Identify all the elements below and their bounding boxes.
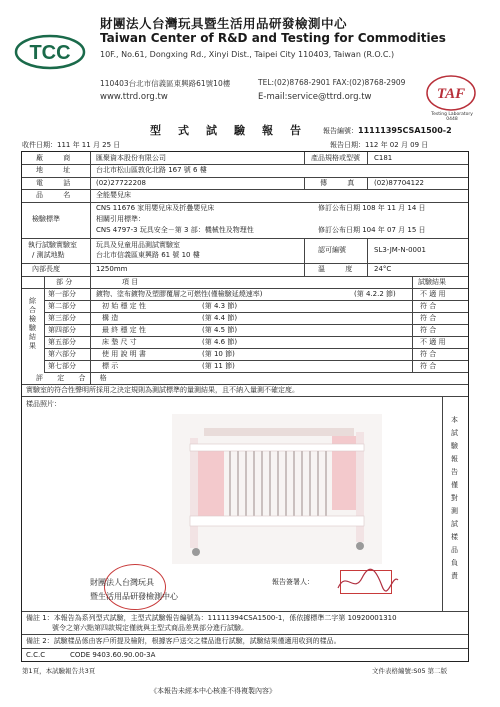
standard-2-date: 修訂公布日期 104 年 07 月 15 日 bbox=[318, 226, 426, 234]
standard-related: 相關引用標準： bbox=[96, 215, 145, 223]
row-part: 第五部分 bbox=[48, 338, 76, 346]
logo-text: TCC bbox=[29, 42, 71, 64]
row-ref: (第 11 節) bbox=[202, 362, 235, 370]
report-title: 型式試驗報告 bbox=[150, 124, 318, 137]
row-item: 初 始 穩 定 性 bbox=[102, 302, 146, 310]
inner-length-value: 1250mm bbox=[96, 265, 128, 273]
taf-caption: Testing Laboratory 0448 bbox=[431, 112, 473, 122]
row-result: 符 合 bbox=[420, 350, 437, 358]
signature-org-2: 暨生活用品研發檢測中心 bbox=[90, 592, 178, 601]
row-part: 第四部分 bbox=[48, 326, 76, 334]
row-ref: (第 4.6 節) bbox=[202, 338, 238, 346]
crib-photo bbox=[172, 414, 382, 564]
company-seal-stamp bbox=[104, 564, 166, 610]
issue-date: 報告日期：112 年 02 月 09 日 bbox=[330, 141, 429, 149]
ccc-label: C.C.C bbox=[26, 651, 46, 659]
row-item: 床 墊 尺 寸 bbox=[102, 338, 137, 346]
row-part: 第七部分 bbox=[48, 362, 76, 370]
standard-label: 檢驗標準 bbox=[32, 215, 60, 223]
email: E-mail:service@ttrd.org.tw bbox=[258, 92, 372, 102]
row-result: 不 適 用 bbox=[420, 338, 446, 346]
website: www.ttrd.org.tw bbox=[100, 92, 168, 102]
taf-accreditation-logo bbox=[425, 74, 477, 112]
address-value: 台北市松山區敦化北路 167 號 6 樓 bbox=[96, 166, 207, 174]
signer-label: 報告簽署人： bbox=[272, 578, 314, 586]
row-part: 第三部分 bbox=[48, 314, 76, 322]
address-en: 10F., No.61, Dongxing Rd., Xinyi Dist., Taipei City 110403, Taiwan (R.O.C.) bbox=[100, 50, 395, 59]
handwritten-signature bbox=[332, 564, 402, 598]
judgement: 評 定 合 格 bbox=[36, 374, 113, 382]
standard-1-date: 修訂公布日期 108 年 11 月 14 日 bbox=[318, 204, 426, 212]
row-ref: (第 4.4 節) bbox=[202, 314, 238, 322]
fax-label: 傳 真 bbox=[320, 179, 364, 187]
photo-label: 樣品照片： bbox=[26, 400, 61, 408]
lab-label-2: / 測試地點 bbox=[32, 251, 65, 259]
address-zh: 110403台北市信義區東興路61號10樓 bbox=[100, 79, 231, 88]
product-value: 全能嬰兒床 bbox=[96, 191, 131, 199]
row-result: 不 適 用 bbox=[420, 290, 446, 298]
form-number: 文件表格編號:S05 第二版 bbox=[372, 667, 448, 675]
lab-name: 玩具及兒童用品測試實驗室 bbox=[96, 241, 180, 249]
row-item: 使 用 說 明 書 bbox=[102, 350, 146, 358]
copy-notice: 《本報告未經本中心核准不得複製內容》 bbox=[150, 687, 276, 695]
col-result: 試驗結果 bbox=[418, 278, 446, 286]
row-ref: (第 4.2.2 節) bbox=[354, 290, 396, 298]
row-item: 構 造 bbox=[102, 314, 119, 322]
row-item: 鍍物、塗布鍍物及塑膠覆層之可燃性(僅檢驗延燒速率) bbox=[96, 290, 263, 298]
lab-address: 台北市信義區東興路 61 號 10 樓 bbox=[96, 251, 200, 259]
col-section: 部 分 bbox=[56, 278, 73, 286]
manufacturer-value: 匯聚資本股份有限公司 bbox=[96, 154, 166, 162]
phone-value: (02)27722208 bbox=[96, 179, 146, 187]
fax-value: (02)87704122 bbox=[374, 179, 424, 187]
page-indicator: 第1頁，本試驗報告共3頁 bbox=[22, 667, 96, 675]
temp-label: 溫 度 bbox=[318, 265, 362, 273]
col-item: 項 目 bbox=[122, 278, 139, 286]
temp-value: 24°C bbox=[374, 265, 392, 273]
results-side-label: 綜合檢驗結果 bbox=[29, 297, 36, 350]
standard-1: CNS 11676 家用嬰兒床及折疊嬰兒床 bbox=[96, 204, 215, 212]
row-part: 第六部分 bbox=[48, 350, 76, 358]
remark-2: 備註 2：試驗樣品係由客戶所提及檢附，根據客戶送交之樣品進行試驗，試驗結果僅適用收到的樣品。 bbox=[26, 637, 341, 645]
row-ref: (第 4.5 節) bbox=[202, 326, 238, 334]
report-number: 報告編號：11111395CSA1500-2 bbox=[323, 126, 452, 135]
row-result: 符 合 bbox=[420, 326, 437, 334]
accred-label: 認可編號 bbox=[318, 246, 346, 254]
row-part: 第一部分 bbox=[48, 290, 76, 298]
tel-fax: TEL:(02)8768-2901 FAX:(02)8768-2909 bbox=[258, 78, 406, 87]
model-label: 產品規格或型號 bbox=[311, 154, 360, 162]
row-result: 符 合 bbox=[420, 302, 437, 310]
photo-side-note: 本試驗報告僅對測試樣品負責 bbox=[451, 416, 458, 580]
lab-label-1: 執行試驗實驗室 bbox=[28, 241, 77, 249]
standard-2: CNS 4797-3 玩具安全－第 3 部：機械性及物理性 bbox=[96, 226, 254, 234]
row-part: 第二部分 bbox=[48, 302, 76, 310]
row-result: 符 合 bbox=[420, 314, 437, 322]
svg-text:TAF: TAF bbox=[436, 86, 466, 102]
phone-label: 電 話 bbox=[36, 179, 80, 187]
manufacturer-label: 廠 商 bbox=[36, 154, 80, 162]
org-name-en: Taiwan Center of R&D and Testing for Commodities bbox=[100, 31, 446, 45]
signature-org-1: 財團法人台灣玩具 bbox=[90, 578, 154, 587]
remark-1: 備註 1：本報告為系列型式試驗，主型式試驗報告編號為：11111394CSA1500-1，係依據標準二字第 10920001310 bbox=[26, 614, 397, 622]
model-value: C181 bbox=[374, 154, 393, 162]
row-item: 最 終 穩 定 性 bbox=[102, 326, 146, 334]
ccc-code: CODE 9403.60.90.00-3A bbox=[70, 651, 156, 659]
row-ref: (第 4.3 節) bbox=[202, 302, 238, 310]
report-table bbox=[21, 151, 469, 662]
received-date: 收件日期：111 年 11 月 25 日 bbox=[22, 141, 121, 149]
org-name-zh: 財團法人台灣玩具暨生活用品研發檢測中心 bbox=[100, 16, 348, 31]
product-label: 品 名 bbox=[36, 191, 80, 199]
row-result: 符 合 bbox=[420, 362, 437, 370]
address-label: 地 址 bbox=[36, 166, 80, 174]
conformity-statement: 實驗室的符合性聲明所採用之決定規則為測試標準的量測結果，且不納入量測不確定度。 bbox=[26, 386, 299, 394]
row-ref: (第 10 節) bbox=[202, 350, 235, 358]
accred-value: SL3-JM-N-0001 bbox=[374, 246, 426, 254]
inner-length-label: 內部長度 bbox=[32, 265, 60, 273]
tcc-logo bbox=[14, 34, 86, 70]
row-item: 標 示 bbox=[102, 362, 119, 370]
remark-1-cont: 號令之第六點第四款規定僅就與主型式商品差異部分進行試驗。 bbox=[52, 624, 248, 632]
